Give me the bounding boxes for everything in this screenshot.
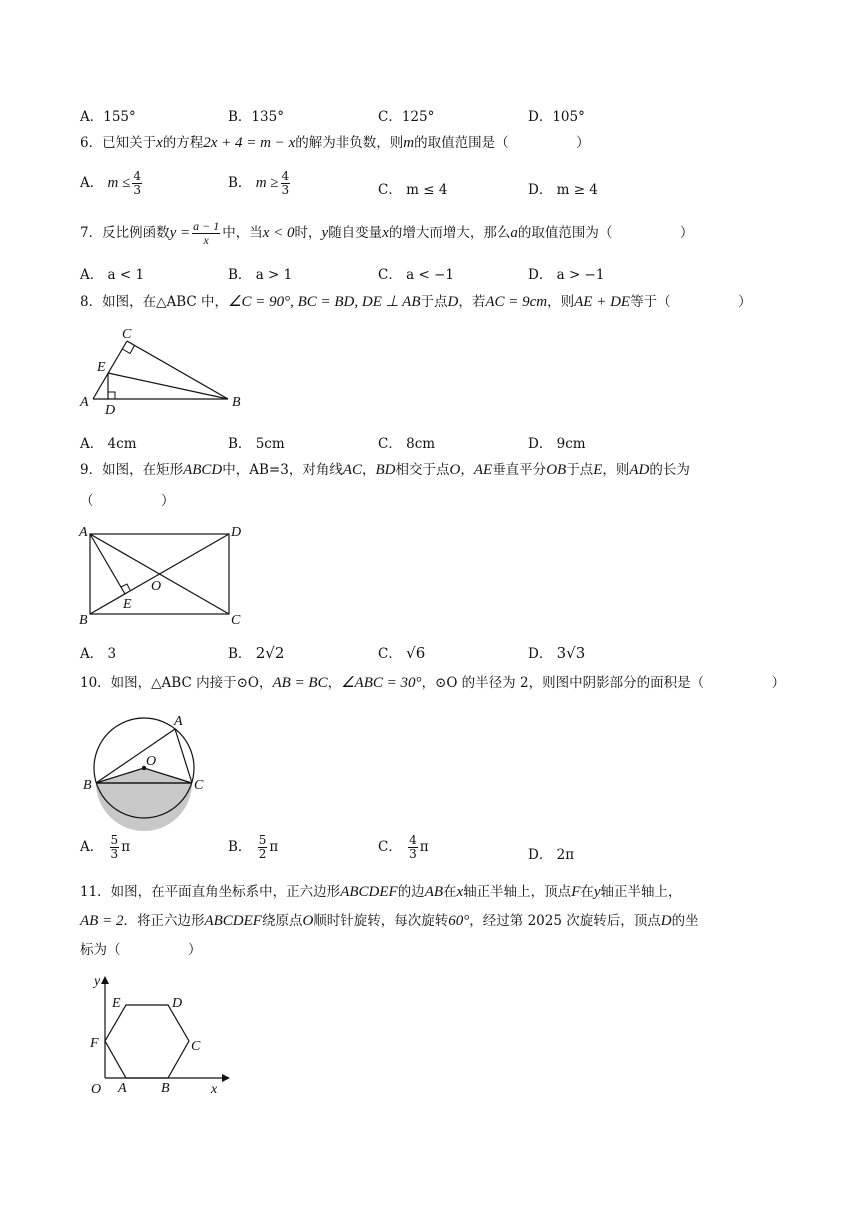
q8-label-d: D — [105, 403, 116, 418]
q11-label-f: F — [90, 1036, 99, 1051]
q8-option-b: B． 5cm — [228, 436, 285, 452]
q10-figure — [80, 705, 210, 825]
q11-label-x: x — [211, 1082, 218, 1097]
q10-option-b: B． $\frac{5}{2}$ π — [228, 833, 279, 861]
q8-label-e: E — [97, 360, 106, 375]
q6-option-c: C． m ≤ 4 — [378, 182, 448, 198]
q8-option-d: D． 9cm — [528, 436, 586, 452]
q11-label-d: D — [172, 996, 183, 1011]
q9-label-b: B — [79, 613, 88, 628]
q6-option-d: D． m ≥ 4 — [528, 182, 598, 198]
q8-option-c: C． 8cm — [378, 436, 436, 452]
q11-label-y: y — [94, 974, 101, 989]
q9-answer-paren: （ ） — [80, 493, 175, 509]
q10-stem: 10．如图，△ABC 内接于⊙O，AB = BC，∠ABC = 30°，⊙O 的半径为 2，则图中阴影部分的面积是（ ） — [80, 675, 786, 691]
q10-option-d: D． 2π — [528, 847, 575, 863]
q10-label-o: O — [146, 754, 157, 769]
q9-label-c: C — [231, 613, 241, 628]
q11-figure — [85, 972, 235, 1097]
q7-option-d: D． a > −1 — [528, 267, 605, 283]
q9-label-d: D — [231, 525, 242, 540]
q9-figure — [76, 520, 251, 630]
q8-stem: 8．如图，在△ABC 中，∠C = 90°, BC = BD, DE ⊥ AB于点D，若AC = 9cm，则AE + DE等于（ ） — [80, 294, 752, 310]
q11-stem-line2: AB = 2．将正六边形ABCDEF绕原点O顺时针旋转，每次旋转60°，经过第 2025 次旋转后，顶点D的坐 — [80, 913, 699, 929]
q8-label-b: B — [232, 395, 241, 410]
q7-option-c: C． a < −1 — [378, 267, 454, 283]
q9-option-a: A． 3 — [80, 646, 117, 662]
q9-stem: 9．如图，在矩形ABCD中，AB=3，对角线AC，BD相交于点O，AE垂直平分OB于点E，则AD的长为 — [80, 462, 690, 478]
q7-stem: 7．反比例函数y = $\frac{a - 1}{x}$ 中，当x < 0时，y随自变量x的增大而增大，那么a的取值范围为（ ） — [80, 219, 694, 247]
q8-figure — [78, 325, 253, 420]
q11-label-c: C — [191, 1039, 201, 1054]
q10-option-a: A． $\frac{5}{3}$ π — [80, 833, 131, 861]
q11-label-b: B — [161, 1081, 170, 1096]
q8-label-c: C — [122, 327, 132, 342]
q5-option-a: A．155° — [80, 109, 136, 125]
q9-option-d: D． 3√3 — [528, 644, 586, 662]
q9-label-a: A — [79, 525, 88, 540]
q9-label-o: O — [151, 579, 162, 594]
q9-label-e: E — [123, 597, 132, 612]
q5-option-b: B．135° — [228, 109, 284, 125]
q9-option-c: C． √6 — [378, 644, 426, 662]
q6-option-b: B． m ≥ $\frac{4}{3}$ — [228, 169, 290, 197]
q11-label-e: E — [112, 996, 121, 1011]
q5-option-d: D．105° — [528, 109, 585, 125]
q11-label-o: O — [91, 1082, 102, 1097]
q7-option-a: A． a < 1 — [80, 267, 145, 283]
q11-label-a: A — [118, 1081, 127, 1096]
q6-option-a: A． m ≤ $\frac{4}{3}$ — [80, 169, 142, 197]
q11-stem-line1: 11．如图，在平面直角坐标系中，正六边形ABCDEF的边AB在x轴正半轴上，顶点F在y轴正半轴上， — [80, 884, 682, 900]
q8-option-a: A． 4cm — [80, 436, 137, 452]
q5-option-c: C．125° — [378, 109, 435, 125]
q10-label-a: A — [174, 714, 183, 729]
q10-option-c: C． $\frac{4}{3}$ π — [378, 833, 429, 861]
q9-option-b: B． 2√2 — [228, 644, 285, 662]
q6-stem: 6．已知关于x的方程2x + 4 = m − x的解为非负数，则m的取值范围是（ ） — [80, 135, 590, 151]
q10-label-c: C — [194, 778, 204, 793]
q7-option-b: B． a > 1 — [228, 267, 293, 283]
q11-stem-line3: 标为（ ） — [80, 942, 202, 958]
q8-label-a: A — [80, 395, 89, 410]
q10-label-b: B — [83, 778, 92, 793]
